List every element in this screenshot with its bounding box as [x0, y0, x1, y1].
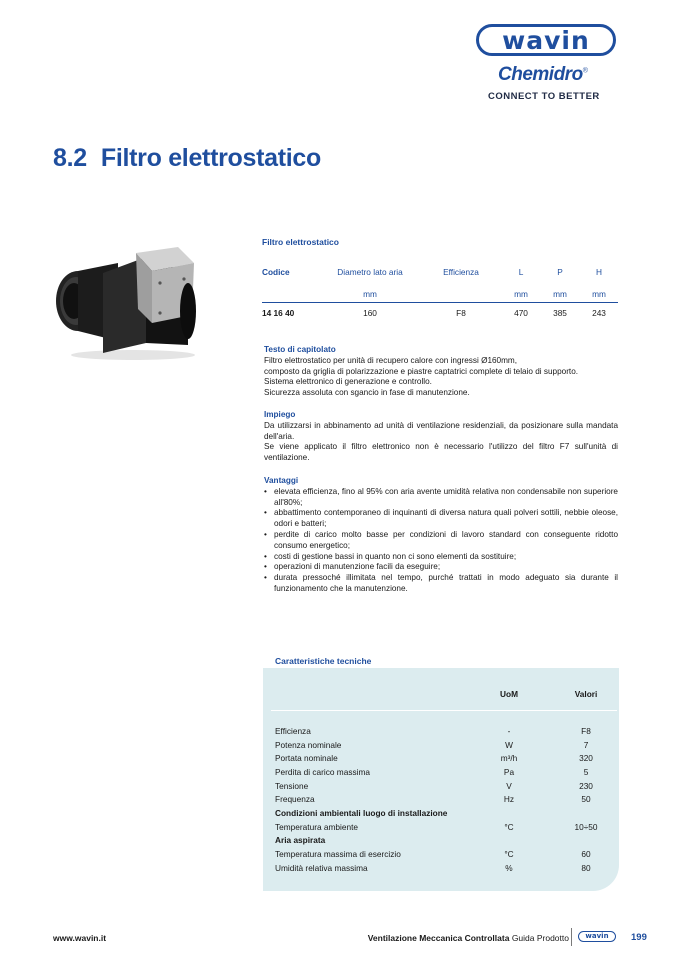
row-uom: Pa [503, 767, 515, 777]
row-label: Potenza nominale [275, 740, 342, 750]
row-uom: W [505, 740, 513, 750]
cell-codice: 14 16 40 [262, 308, 295, 318]
unit-l: mm [514, 289, 528, 299]
footer-document-title [368, 933, 569, 943]
footer-separator [571, 928, 572, 946]
page-number: 199 [631, 932, 647, 943]
impiego-paragraph: Da utilizzarsi in abbinamento ad unità di ventilazione residenziali, da posizionare sulla mandata dell'aria. [264, 420, 618, 441]
column-header-valori: Valori [574, 689, 598, 699]
cell-p: 385 [553, 308, 567, 318]
column-header-codice: Codice [262, 267, 290, 277]
impiego-paragraph: Se viene applicato il filtro elettronico non è necessario l'utilizzo del filtro F7 sull'unità di ventilazione. [264, 442, 618, 463]
table-row [275, 766, 615, 780]
row-value: 230 [579, 781, 593, 791]
table-row [275, 848, 615, 862]
row-label: Aria aspirata [275, 835, 326, 845]
column-header-diametro: Diametro lato aria [337, 267, 403, 277]
product-table-title: Filtro elettrostatico [262, 237, 339, 247]
row-value: 5 [583, 767, 589, 777]
row-value: 80 [581, 863, 591, 873]
table-row [275, 725, 615, 739]
tech-table-title: Caratteristiche tecniche [275, 656, 372, 666]
row-label: Tensione [275, 781, 309, 791]
table-row [275, 739, 615, 753]
row-uom: - [507, 726, 511, 736]
unit-diametro: mm [363, 289, 377, 299]
vantaggi-list [264, 487, 618, 595]
list-item: • durata pressoché illimitata nel tempo, purché trattati in modo adeguato sia durante il funzionamento che la manutenzione. [264, 573, 618, 595]
page-title [53, 144, 321, 173]
column-header-uom: UoM [500, 689, 518, 699]
row-value: 320 [579, 753, 593, 763]
cell-efficienza: F8 [456, 308, 466, 318]
wavin-chemidro-logo [474, 22, 624, 104]
row-label: Temperatura ambiente [275, 822, 359, 832]
row-label: Perdita di carico massima [275, 767, 370, 777]
vantaggi-heading: Vantaggi [264, 476, 299, 485]
wavin-logo-text: wavin [502, 25, 590, 55]
row-label: Umidità relativa massima [275, 863, 368, 873]
table-row [275, 752, 615, 766]
section-number: 8.2 [53, 144, 87, 172]
row-uom: Hz [503, 794, 515, 804]
electrostatic-filter-icon [48, 243, 204, 363]
table-group-row [275, 834, 615, 848]
row-value: 7 [583, 740, 589, 750]
capitolato-line: Sicurezza assoluta con sgancio in fase di manutenzione. [264, 388, 470, 398]
row-value: 60 [581, 849, 591, 859]
row-label: Efficienza [275, 726, 311, 736]
row-label: Portata nominale [275, 753, 338, 763]
table-row [275, 793, 615, 807]
capitolato-line: Filtro elettrostatico per unità di recupero calore con ingressi Ø160mm, [264, 355, 518, 365]
table-group-row [275, 807, 615, 821]
list-item: • abbattimento contemporaneo di inquinanti di diversa natura quali polveri sottili, nebbie oleose, odori e batteri; [264, 508, 618, 530]
table-row [275, 821, 615, 835]
row-label: Frequenza [275, 794, 315, 804]
registered-mark: ® [582, 67, 588, 75]
row-uom: °C [504, 822, 514, 832]
unit-p: mm [553, 289, 567, 299]
footer-doc-title: Ventilazione Meccanica Controllata [367, 933, 510, 943]
column-header-h: H [596, 267, 602, 277]
capitolato-section [264, 345, 618, 399]
footer-doc-subtitle: Guida Prodotto [511, 933, 569, 943]
tech-table-divider [271, 710, 617, 711]
cell-diametro: 160 [363, 308, 377, 318]
impiego-section [264, 410, 618, 464]
table-row [275, 780, 615, 794]
capitolato-heading: Testo di capitolato [264, 345, 336, 354]
row-label: Temperatura massima di esercizio [275, 849, 401, 859]
footer-wavin-logo [578, 931, 616, 942]
capitolato-line: Sistema elettronico di generazione e controllo. [264, 377, 432, 387]
chemidro-logo-text: Chemidro [498, 64, 583, 85]
vantaggi-section [264, 476, 618, 595]
row-value: F8 [581, 726, 591, 736]
row-label: Condizioni ambientali luogo di installazione [275, 808, 448, 818]
cell-l: 470 [514, 308, 528, 318]
row-uom: V [506, 781, 512, 791]
row-uom: °C [504, 849, 514, 859]
column-header-l: L [518, 267, 524, 277]
brand-slogan: CONNECT TO BETTER [488, 91, 600, 102]
list-item: • elevata efficienza, fino al 95% con aria avente umidità relativa non condensabile non superiore all'80%; [264, 487, 618, 509]
row-uom: % [505, 863, 513, 873]
table-divider [262, 302, 618, 303]
cell-h: 243 [592, 308, 606, 318]
wavin-logo [476, 24, 616, 56]
column-header-p: P [557, 267, 563, 277]
column-header-efficienza: Efficienza [443, 267, 479, 277]
product-photo [48, 243, 204, 363]
chemidro-logo [498, 64, 587, 86]
table-row [275, 862, 615, 876]
footer-website-link[interactable]: www.wavin.it [53, 933, 107, 943]
list-item: • costi di gestione bassi in quanto non ci sono elementi da sostituire; [264, 552, 618, 563]
row-uom: m³/h [500, 753, 518, 763]
row-value: 50 [581, 794, 591, 804]
list-item: • perdite di carico molto basse per condizioni di lavoro standard con conseguente ridotto consumo energetico; [264, 530, 618, 552]
impiego-heading: Impiego [264, 410, 296, 419]
list-item: • operazioni di manutenzione facili da eseguire; [264, 562, 618, 573]
unit-h: mm [592, 289, 606, 299]
footer-logo-text: wavin [585, 932, 609, 940]
section-title-text: Filtro elettrostatico [100, 144, 321, 172]
capitolato-line: composto da griglia di polarizzazione e piastre captatrici complete di telaio di supporto. [264, 366, 579, 376]
row-value: 10÷50 [574, 822, 598, 832]
